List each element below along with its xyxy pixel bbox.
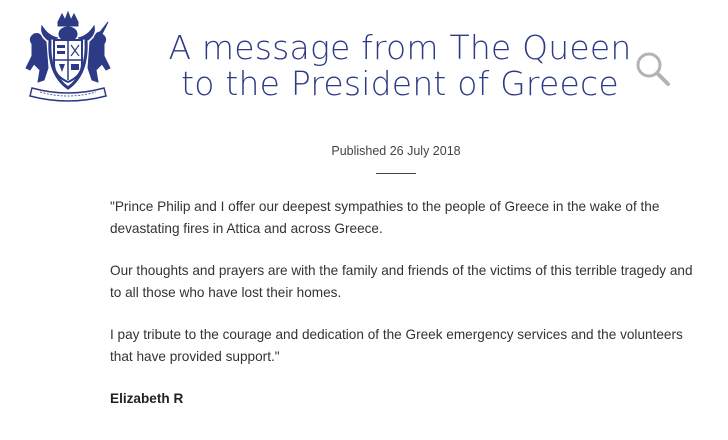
search-icon[interactable] <box>630 46 674 90</box>
paragraph-3: I pay tribute to the courage and dedication of the Greek emergency services and the volunteers that have provided support." <box>110 327 683 364</box>
page-title-line-2: to the President of Greece <box>181 64 619 103</box>
divider <box>376 173 416 174</box>
page-title <box>140 30 660 102</box>
paragraph-2: Our thoughts and prayers are with the family and friends of the victims of this terrible tragedy and to all those who have lost their homes. <box>110 263 693 300</box>
signature: Elizabeth R <box>110 391 184 406</box>
article-body <box>110 196 700 430</box>
page-title-line-1: A message from The Queen <box>168 28 632 67</box>
published-date: Published 26 July 2018 <box>331 144 461 158</box>
royal-coat-of-arms-icon <box>18 10 118 106</box>
paragraph-1: "Prince Philip and I offer our deepest sympathies to the people of Greece in the wake of the devastating fires in Attica and across Greece. <box>110 199 660 236</box>
